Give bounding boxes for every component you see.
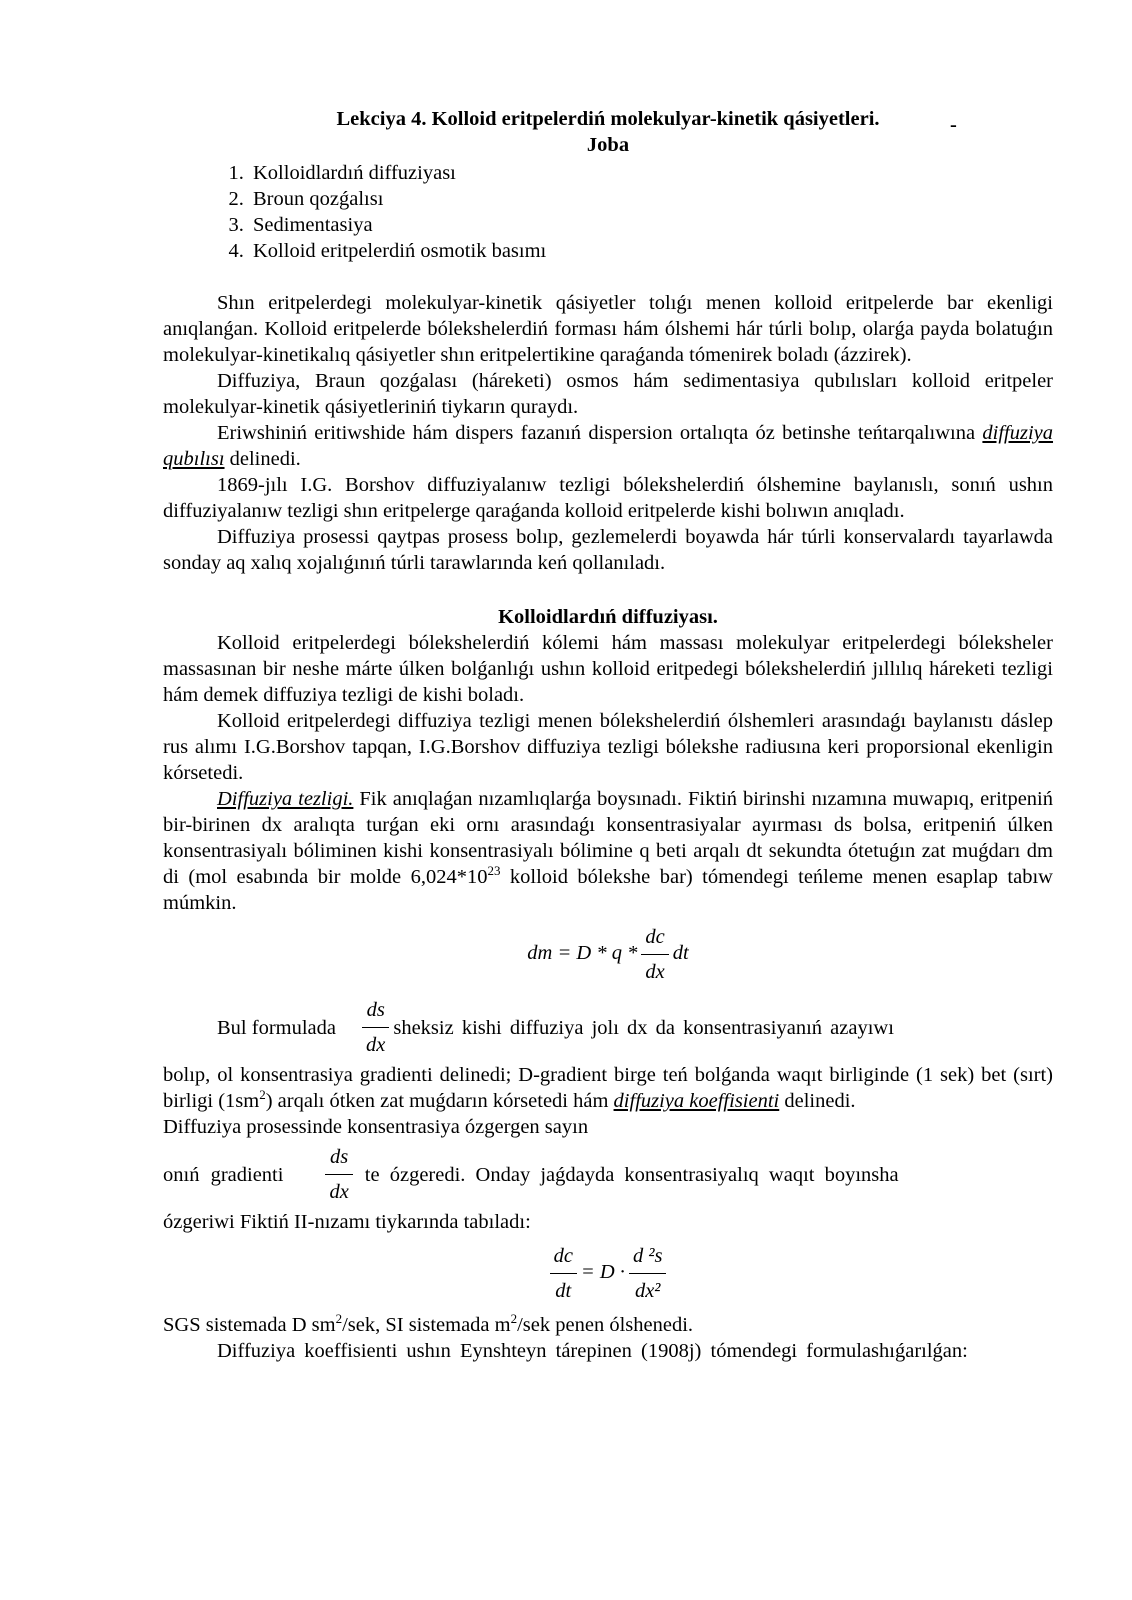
section-paragraph-3-tail: kolloid bólekshe bar) tómendegi teńleme menen esaplap tabıw múmkin. (163, 866, 1053, 914)
formula1-left: dm = D * q * (527, 942, 638, 965)
p4-text-b: ) arqalı ótken zat muǵdarın kórsetedi hám (265, 1090, 609, 1112)
bul-label: Bul formulada (217, 1016, 336, 1039)
intro-paragraph-5: Diffuziya prosessi qaytpas prosess bolıp, gezlemelerdi boyawda hár túrli konservalardı tayarlawda sonday aq xalıq xojalıǵınıń túrli tarawlarında keń qollanıladı. (163, 526, 1053, 574)
title-dash: - (950, 114, 957, 136)
diffusion-phenomenon-term: diffuziya qubılısı (163, 422, 1054, 470)
formula2-right-numerator: d ²s (629, 1239, 667, 1274)
bul-formula-line (163, 993, 1053, 1062)
section-paragraph-6: ózgeriwi Fiktiń II-nızamı tiykarında tabıladı: (163, 1211, 531, 1233)
gradient-text: te ózgeredi. Onday jaǵdayda konsentrasiyalıq waqıt boyınsha (364, 1163, 899, 1186)
plan-heading: Joba (586, 134, 630, 156)
fick-second-law-formula (163, 1239, 1053, 1308)
p7-text-a: SGS sistemada D sm (163, 1314, 336, 1336)
bul-fraction (362, 993, 389, 1062)
diffusion-coefficient-term: diffuziya koeffisienti (613, 1090, 780, 1112)
section-paragraph-7 (163, 1312, 1053, 1338)
p4-text-c: delinedi. (784, 1090, 856, 1112)
gradient-fraction (325, 1140, 352, 1209)
intro-paragraph-2: Diffuziya, Braun qozǵalası (háreketi) osmos hám sedimentasiya qubılısları kolloid eritpeler molekulyar-kinetik qásiyetleriniń tiykarın quraydı. (163, 370, 1053, 418)
gradient-line (163, 1140, 1053, 1209)
p4-text-a: bolıp, ol konsentrasiya gradienti delinedi; D-gradient birge teń bolǵanda waqıt birliginde (1 sek) bet (sırt) birligi (1sm (163, 1064, 1053, 1112)
plan-item: 1. Kolloidlardıń diffuziyası (249, 160, 1053, 186)
gradient-label: onıń gradienti (163, 1163, 284, 1186)
bul-denominator: dx (366, 1034, 386, 1056)
section-paragraph-4 (163, 1062, 1053, 1114)
lecture-title: Lekciya 4. Kolloid eritpelerdiń molekulyar-kinetik qásiyetleri. (336, 108, 880, 130)
formula2-middle: = D · (580, 1261, 625, 1284)
formula2-left-denominator: dt (555, 1280, 572, 1302)
intro-paragraph-3-end: delinedi. (229, 448, 301, 470)
p7-sup-1: 2 (335, 1311, 343, 1327)
formula2-left-numerator: dc (550, 1239, 577, 1274)
plan-list (163, 160, 1053, 264)
formula1-denominator: dx (645, 961, 665, 983)
formula2-right-denominator: dx² (634, 1280, 661, 1302)
formula1-right: dt (672, 942, 689, 965)
section-paragraph-2: Kolloid eritpelerdegi diffuziya tezligi menen bólekshelerdiń ólshemleri arasındaǵı baylanıstı dáslep rus alımı I.G.Borshov tapqan, I.G.Borshov diffuziya tezligi bólekshe radiusına keri proporsional ekenligin kórsetedi. (163, 710, 1053, 784)
plan-item: 3. Sedimentasiya (249, 212, 1053, 238)
diffusion-rate-term: Diffuziya tezligi. (217, 788, 354, 810)
section-paragraph-5: Diffuziya prosessinde konsentrasiya ózgergen sayın (163, 1116, 589, 1138)
intro-paragraph-4: 1869-jılı I.G. Borshov diffuziyalanıw tezligi bólekshelerdiń ólshemine baylanıslı, sonıń ushın diffuziyalanıw tezligi shın eritpelerge qaraǵanda kolloid eritpelerde kishi bolıwın anıqladı. (163, 474, 1053, 522)
formula2-right-fraction (629, 1239, 667, 1308)
p7-text-b: /sek, SI sistemada m (342, 1314, 511, 1336)
formula2-left-fraction (550, 1239, 577, 1308)
gradient-denominator: dx (329, 1181, 349, 1203)
bul-text: sheksiz kishi diffuziya jolı dx da konsentrasiyanıń azayıwı (393, 1016, 894, 1039)
formula1-numerator: dc (641, 920, 668, 955)
fick-first-law-formula (163, 920, 1053, 989)
section-paragraph-3-text: Fik anıqlaǵan nızamlıqlarǵa boysınadı. Fiktiń birinshi nızamına muwapıq, eritpeniń bir-birinen dx aralıqta turǵan eki ornı arasındaǵı konsentrasiyalar ayırması ds bolsa, eritpeniń úlken konsentrasiyalı bóliminen kishi konsentrasiyalı bólimine q beti arqalı dt sekundta ótetuǵın zat muǵdarı dm di (mol esabında bir molde 6,024*10 (163, 788, 1054, 888)
exponent: 23 (487, 863, 501, 879)
formula1-fraction (641, 920, 668, 989)
p7-sup-2: 2 (510, 1311, 518, 1327)
section-paragraph-3 (163, 786, 1053, 916)
intro-paragraph-3 (163, 420, 1053, 472)
p4-sup: 2 (259, 1087, 266, 1103)
plan-item: 2. Broun qozǵalısı (249, 186, 1053, 212)
intro-paragraph-1: Shın eritpelerdegi molekulyar-kinetik qásiyetler tolıǵı menen kolloid eritpelerde bar ekenligi anıqlanǵan. Kolloid eritpelerde bólekshelerdiń forması hám ólshemi hár túrli bolıp, olarǵa payda bolatuǵın molekulyar-kinetikalıq qásiyetler shın eritpelertikine qaraǵanda tómenirek boladı (ázzirek). (163, 292, 1053, 366)
plan-item: 4. Kolloid eritpelerdiń osmotik basımı (249, 238, 1053, 264)
bul-numerator: ds (362, 993, 389, 1028)
section-paragraph-1: Kolloid eritpelerdegi bólekshelerdiń kólemi hám massası molekulyar eritpelerdegi bóleksheler massasınan bir neshe márte úlken bolǵanlıǵı ushın kolloid eritpedegi bólekshelerdiń jıllılıq háreketi tezligi hám demek diffuziya tezligi de kishi boladı. (163, 632, 1053, 706)
p7-text-c: /sek penen ólshenedi. (517, 1314, 694, 1336)
section-heading: Kolloidlardıń diffuziyası. (498, 606, 718, 628)
section-paragraph-8: Diffuziya koeffisienti ushın Eynshteyn tárepinen (1908j) tómendegi formulashıǵarılǵan: (217, 1340, 968, 1362)
intro-paragraph-3-text: Eriwshiniń eritiwshide hám dispers fazanıń dispersion ortalıqta óz betinshe teńtarqalıwına (217, 422, 976, 444)
document-body (163, 106, 1053, 1364)
gradient-numerator: ds (325, 1140, 352, 1175)
